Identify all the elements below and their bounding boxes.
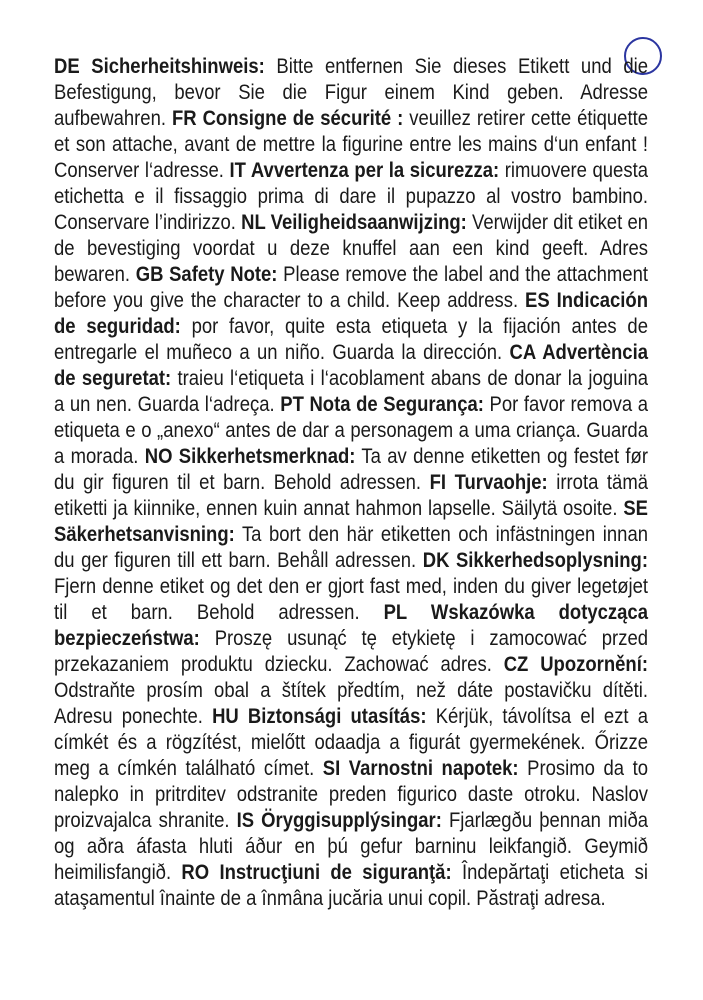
notice-heading: SI Varnostni napotek:	[322, 757, 519, 780]
notice-body: Prosimo da to nalepko in pritrditev odstranite preden figurico daste otroku. Naslov proizvajalca shranite.	[54, 757, 648, 832]
notice-heading: IS Öryggisupplýsingar:	[236, 809, 442, 832]
notice-heading: FI Turvaohje:	[429, 471, 548, 494]
notice-heading: CA Advertència de seguretat:	[54, 341, 649, 390]
notice-heading: NL Veiligheidsaanwijzing:	[241, 211, 467, 234]
notice-heading: PL Wskazówka dotycząca bezpieczeństwa:	[54, 601, 648, 650]
safety-notice-text	[54, 54, 648, 912]
notice-heading: DK Sikkerhedsoplysning:	[422, 549, 649, 572]
notice-body: Bitte entfernen Sie dieses Etikett und die Befestigung, bevor Sie die Figur einem Kind geben. Adresse aufbewahren.	[54, 55, 648, 130]
notice-heading: DE Sicherheitshinweis:	[54, 55, 265, 78]
notice-heading: ES Indicación de seguridad:	[54, 289, 648, 338]
notice-heading: HU Biztonsági utasítás:	[212, 705, 427, 728]
notice-body: traieu l‘etiqueta i l‘acoblament abans de donar la joguina a un nen. Guarda l‘adreça.	[54, 367, 648, 416]
notice-heading: SE Säkerhetsanvisning:	[54, 497, 648, 546]
notice-body: por favor, quite esta etiqueta y la fijación antes de entregarle el muñeco a un niño. Guarda la dirección.	[54, 315, 648, 364]
notice-body: Please remove the label and the attachment before you give the character to a child. Keep address.	[54, 263, 648, 312]
notice-body: veuillez retirer cette étiquette et son attache, avant de mettre la figurine entre les mains d‘un enfant ! Conserver l‘adresse.	[54, 107, 648, 182]
notice-heading: CZ Upozornění:	[503, 653, 648, 676]
notice-body: rimuovere questa etichetta e il fissaggio prima di dare il pupazzo al vostro bambino. Conservare l’indirizzo.	[54, 159, 648, 234]
notice-heading: RO Instrucţiuni de siguranţă:	[181, 861, 452, 884]
notice-body: Ta av denne etiketten og festet før du gir figuren til et barn. Behold adressen.	[54, 445, 648, 494]
notice-body: Fjarlægðu þennan miða og aðra áfasta hluti áður en þú gefur barninu leikfangið. Geymið heimilisfangið.	[54, 809, 649, 884]
notice-heading: FR Consigne de sécurité :	[171, 107, 404, 130]
notice-body: Fjern denne etiket og det den er gjort fast med, inden du giver legetøjet til et barn. Behold adressen.	[54, 575, 648, 624]
notice-body: Kérjük, távolítsa el ezt a címkét és a rögzítést, mielőtt odaadja a figurát gyermekének. Őrizze meg a címkén található címet.	[54, 705, 649, 780]
notice-body: Proszę usunąć tę etykietę i zamocować przed przekazaniem produktu dziecku. Zachować adres.	[54, 627, 648, 676]
notice-body: Ta bort den här etiketten och infästningen innan du ger figuren till ett barn. Behåll adressen.	[54, 523, 648, 572]
notice-body: irrota tämä etiketti ja kiinnike, ennen kuin annat hahmon lapselle. Säilytä osoite.	[54, 471, 649, 520]
notice-heading: IT Avvertenza per la sicurezza:	[229, 159, 500, 182]
notice-heading: NO Sikkerhetsmerknad:	[144, 445, 356, 468]
notice-body: Îndepărtaţi eticheta si ataşamentul înainte de a înmâna jucăria unui copil. Păstraţi adresa.	[54, 861, 648, 910]
notice-body: Odstraňte prosím obal a štítek předtím, než dáte postavičku dítěti. Adresu ponechte.	[54, 679, 648, 728]
notice-body: Verwijder dit etiket en de bevestiging voordat u deze knuffel aan een kind geeft. Adres bewaren.	[54, 211, 649, 286]
notice-heading: GB Safety Note:	[135, 263, 278, 286]
notice-heading: PT Nota de Segurança:	[280, 393, 484, 416]
notice-body: Por favor remova a etiqueta e o „anexo“ antes de dar a personagem a uma criança. Guarda a morada.	[54, 393, 648, 468]
